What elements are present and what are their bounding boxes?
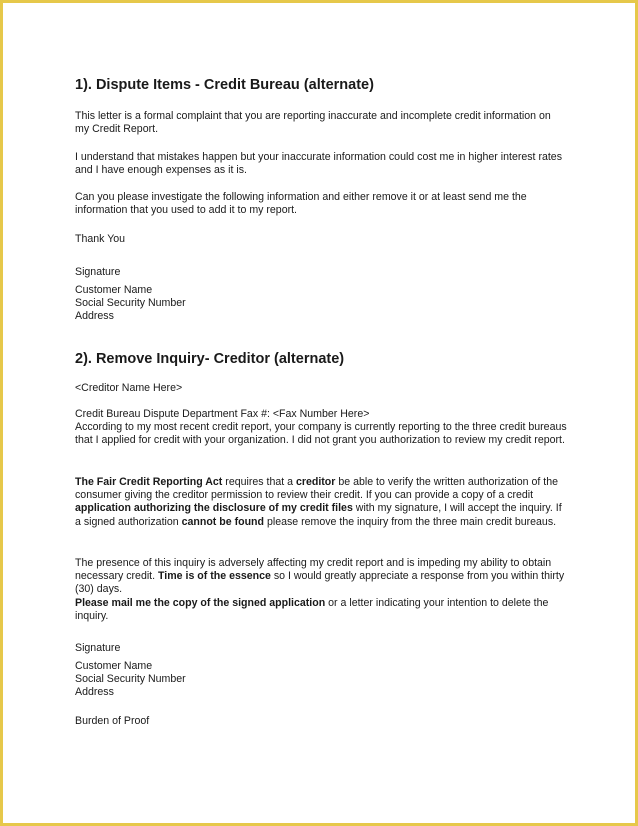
- letter1-paragraph-3: Can you please investigate the following information and either remove it or at least send me the information that you used to add it to my report.: [75, 191, 527, 217]
- letter1-paragraph-1: This letter is a formal complaint that you are reporting inaccurate and incomplete credit information on my Credit Report.: [75, 110, 551, 136]
- letter2-address: Address: [75, 686, 114, 699]
- letter2-customer-name: Customer Name: [75, 660, 153, 672]
- letter2-burden-of-proof: Burden of Proof: [75, 715, 150, 727]
- letter2-signature-block: [75, 660, 567, 700]
- letter2-signature: Signature: [75, 642, 121, 654]
- letter1-heading: 1). Dispute Items - Credit Bureau (alternate): [75, 77, 374, 93]
- letter2-heading: 2). Remove Inquiry- Creditor (alternate): [75, 351, 345, 367]
- letter2-paragraph-2: The Fair Credit Reporting Act requires that a creditor be able to verify the written authorization of the consumer giving the creditor permission to review their credit. If you can provide a copy of a credit application authorizing the disclosure of my credit files with my signature, I will accept the inquiry. If a signed authorization cannot be found please remove the inquiry from the three main credit bureaus.: [75, 476, 562, 528]
- letter1-signature-block: [75, 284, 567, 324]
- letter1-customer-name: Customer Name: [75, 284, 153, 296]
- letter2-creditor-placeholder: <Creditor Name Here>: [75, 382, 183, 394]
- letter2-paragraph-4: Please mail me the copy of the signed application or a letter indicating your intention to delete the inquiry.: [75, 596, 549, 622]
- letter2-fax-line: Credit Bureau Dispute Department Fax #: <Fax Number Here>: [75, 408, 370, 420]
- letter1-signature: Signature: [75, 266, 121, 278]
- letter1-address: Address: [75, 310, 114, 323]
- letter2-paragraph-3: The presence of this inquiry is adversely affecting my credit report and is impeding my ability to obtain necessary credit. Time is of the essence so I would greatly appreciate a response from you within thirty (30) days. Please mail me the copy of the signed application or a letter indicating your intention to delete the inquiry.: [75, 557, 567, 623]
- letter1-thanks: Thank You: [75, 233, 126, 245]
- letter2-paragraph-1: According to my most recent credit report, your company is currently reporting to the three credit bureaus that I applied for credit with your organization. I did not grant you authorization to review my credit report.: [75, 421, 567, 447]
- letter1-paragraph-2: I understand that mistakes happen but your inaccurate information could cost me in higher interest rates and I have enough expenses as it is.: [75, 151, 562, 177]
- letter2-intro: [75, 408, 567, 448]
- letter2-ssn: Social Security Number: [75, 673, 186, 686]
- letter1-ssn: Social Security Number: [75, 297, 186, 310]
